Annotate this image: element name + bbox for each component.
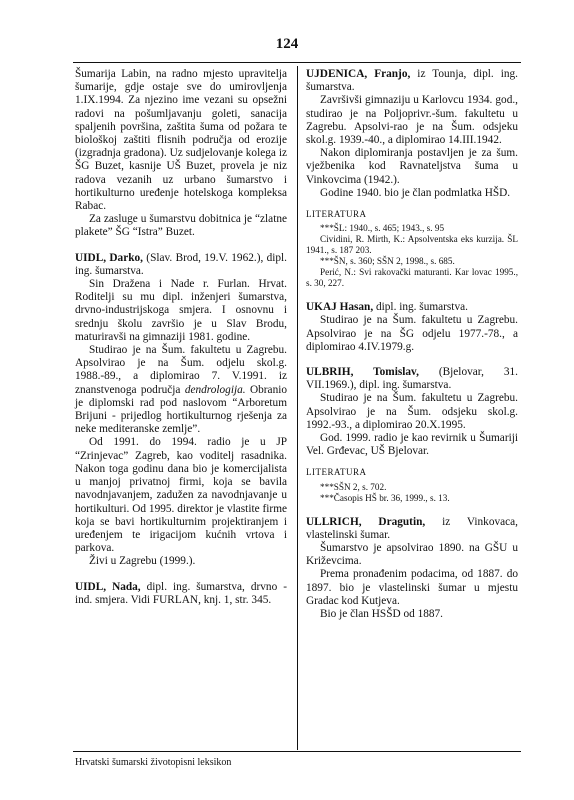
literature-item: Cividini, R. Mirth, K.: Apsolventska eks kurzija. ŠL 1941., s. 187 203. — [306, 234, 518, 256]
entry-headline — [306, 68, 518, 94]
entry-intro: iz Tounja, dipl. ing. šumarstva. — [306, 68, 518, 94]
entry-paragraph: Nakon diplomiranja postavljen je za šum. vježbenika kod Ravnateljstva šuma u Vinkovcima (1942.). — [306, 147, 518, 186]
entry-paragraph: Završivši gimnaziju u Karlovcu 1934. god., studirao je na Poljoprivr.-šum. fakultetu u Zagrebu. Apsolvi-rao je na Šum. odsjeku skol.g. 1939.-40., a diplomirao 14.III.1942. — [306, 94, 518, 147]
running-footer: Hrvatski šumarski životopisni leksikon — [75, 757, 232, 768]
entry-headline — [306, 301, 518, 314]
entry-uidl-darko — [75, 252, 287, 569]
entry-intro: dipl. ing. šumarstva. — [373, 301, 468, 314]
entry-ulbrih — [306, 366, 518, 504]
entry-headline — [306, 516, 518, 542]
entry-uidl-nada — [75, 581, 287, 607]
literature-item: ***ŠL: 1940., s. 465; 1943., s. 95 — [320, 223, 445, 234]
entry-ukaj — [306, 301, 518, 354]
entry-text: Obranio je diplomski rad pod naslovom “Arboretum Brijuni - prijedlog hortikulturnog rješenja za neke mediteranske zemlje”. — [75, 383, 288, 436]
entry-name: UJDENICA, Franjo, — [306, 68, 411, 80]
entry-text: Studirao je na Šum. fakultetu u Zagrebu. Apsolvirao je na Šum. odjelu skol.g. 1988.-89., a diplomirao 7. V.1991. iz znanstvenoga područja — [75, 344, 287, 396]
entry-paragraph: Studirao je na Šum. fakultetu u Zagrebu. Apsolvirao je na ŠG odjelu 1977.-78., a diplomirao 4.IV.1979.g. — [306, 314, 518, 353]
entry-continuation — [75, 68, 287, 240]
entry-name: UIDL, Darko, — [75, 251, 143, 264]
entry-paragraph: Živi u Zagrebu (1999.). — [89, 555, 196, 568]
entry-name: ULLRICH, Dragutin, — [306, 515, 426, 528]
literature-heading: LITERATURA — [306, 209, 367, 220]
entry-intro: (Slav. Brod, 19.V. 1962.), dipl. ing. šumarstva. — [75, 251, 287, 277]
literature-item: Perić, N.: Svi rakovački maturanti. Kar lovac 1995., s. 30, 227. — [306, 267, 518, 289]
left-column — [75, 68, 287, 607]
entry-paragraph — [75, 344, 287, 436]
header-rule — [73, 62, 521, 63]
page-number: 124 — [275, 36, 299, 52]
entry-paragraph: Bio je član HSŠD od 1887. — [320, 608, 444, 621]
entry-paragraph: God. 1999. radio je kao revirnik u Šumariji Vel. Grđevac, UŠ Bjelovar. — [306, 432, 518, 458]
entry-ujdenica — [306, 68, 518, 289]
entry-headline — [75, 252, 287, 278]
column-divider — [297, 66, 298, 750]
entry-intro: iz Vinkovaca, vlastelinski šumar. — [306, 515, 518, 541]
entry-paragraph: Sin Dražena i Nade r. Furlan. Hrvat. Roditelji su mu dipl. inženjeri šumarstva, drvno-industrijskoga smjera. I osnovnu i srednju školu završio je u Slav Brodu, maturiravši na gimnaziji 1981. godine. — [75, 278, 287, 343]
entry-paragraph: Studirao je na Šum. fakultetu u Zagrebu. Apsolvirao je na Šum. odsjeku skol.g. 1992.-93., a diplomirao 20.X.1995. — [306, 392, 518, 431]
entry-headline — [75, 581, 287, 607]
literature-item: ***ŠN, s. 360; SŠN 2, 1998., s. 685. — [320, 256, 455, 267]
entry-paragraph: Šumarstvo je apsolvirao 1890. na GŠU u Križevcima. — [306, 542, 518, 568]
literature-item: ***Časopis HŠ br. 36, 1999., s. 13. — [320, 492, 450, 503]
literature-item: ***SŠN 2, s. 702. — [320, 481, 387, 492]
entry-name: UIDL, Nada, — [75, 580, 141, 593]
entry-intro: dipl. ing. šumarstva, drvno - ind. smjera. Vidi FURLAN, knj. 1, str. 345. — [75, 580, 287, 606]
right-column — [306, 68, 518, 621]
literature-heading: LITERATURA — [306, 467, 367, 478]
entry-intro: (Bjelovar, 31. VII.1969.), dipl. ing. šumarstva. — [306, 366, 518, 392]
entry-ullrich — [306, 516, 518, 622]
entry-paragraph: Šumarija Labin, na radno mjesto upravitelja šumarije, gdje ostaje sve do umirovljenja 1.IX.1994. Za njezino ime vezani su opsežni radovi na pošumljavanju goleti, sanacija spaljenih površina, zaštita šuma od požara te biološkoj zaštiti flisnih područja od erozije (izgradnja gradona). Uz sudjelovanje kolega iz ŠG Buzet, kasnije UŠ Buzet, provela je niz radova vezanih uz urbano šumarstvo i hortikulturno uređenje hotelskoga kompleksa Rabac. — [75, 68, 287, 213]
entry-italic-term: dendrologija. — [184, 383, 246, 396]
entry-paragraph: Prema pronađenim podacima, od 1887. do 1897. bio je vlastelinski šumar u mjestu Gradac kod Kutjeva. — [306, 568, 518, 607]
entry-headline — [306, 366, 518, 392]
entry-name: ULBRIH, Tomislav, — [306, 366, 419, 379]
entry-paragraph: Od 1991. do 1994. radio je u JP “Zrinjevac” Zagreb, kao voditelj rasadnika. Nakon toga godinu dana bio je komercijalista u manjoj privatnoj firmi, koja se bavila navodnjavanjem, zadužen za navodnjavanje u hortikulturi. Od 1995. direktor je vlastite firme koja se bavi hortikulturnim projektiranjem i uređenjem te irigacijom kućnih vrtova i parkova. — [75, 436, 287, 555]
footer-rule — [73, 751, 521, 752]
entry-paragraph: Za zasluge u šumarstvu dobitnica je “zlatne plakete” ŠG “Istra” Buzet. — [75, 213, 287, 239]
entry-paragraph: Godine 1940. bio je član podmlatka HŠD. — [320, 186, 511, 199]
entry-name: UKAJ Hasan, — [306, 301, 374, 314]
